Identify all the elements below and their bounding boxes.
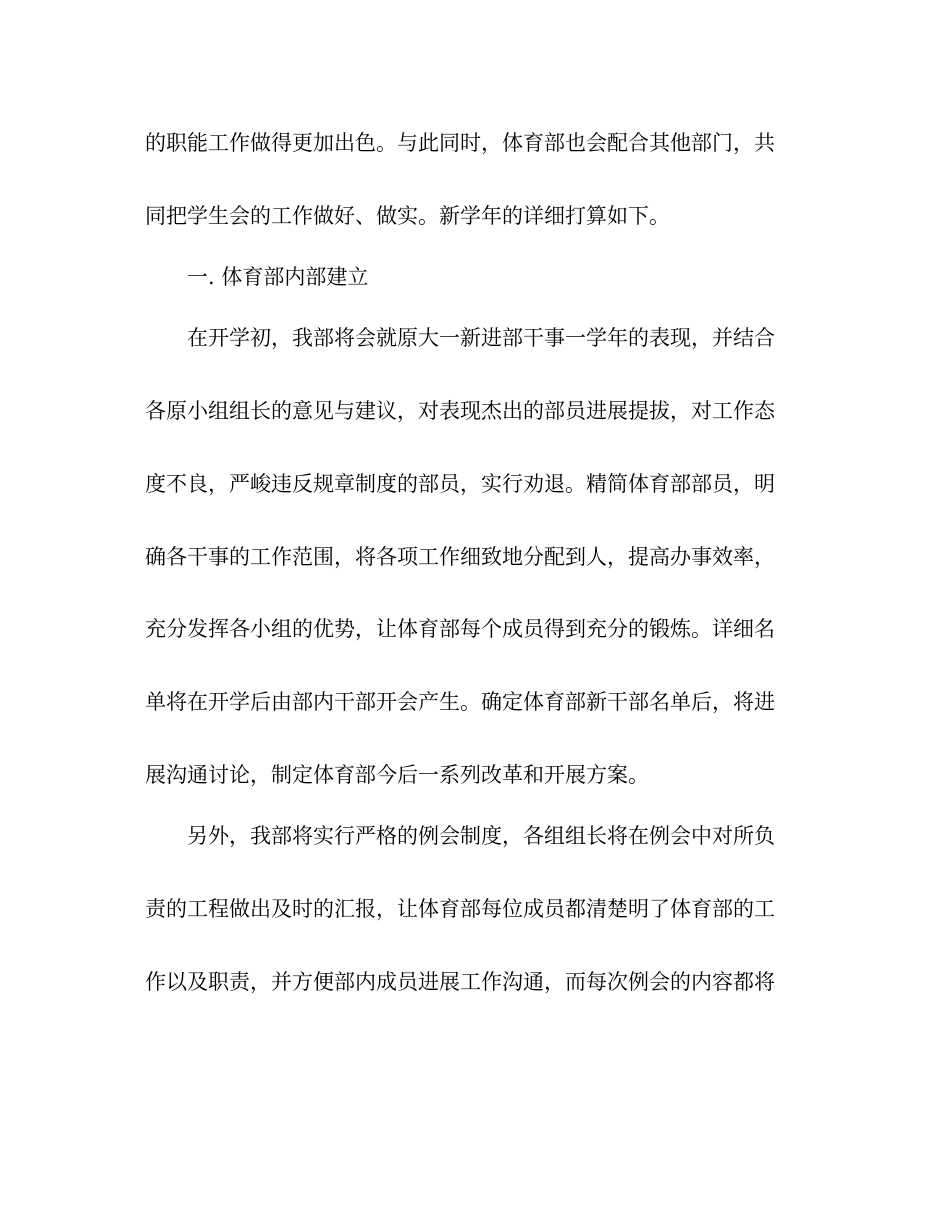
text-line: 在开学初，我部将会就原大一新进部干事一学年的表现，并结合 [187,326,775,350]
text-line: 同把学生会的工作做好、做实。新学年的详细打算如下。 [145,204,670,228]
text-line: 责的工程做出及时的汇报，让体育部每位成员都清楚明了体育部的工 [145,897,775,921]
text-line: 作以及职责，并方便部内成员进展工作沟通，而每次例会的内容都将 [145,970,775,994]
text-line: 的职能工作做得更加出色。与此同时，体育部也会配合其他部门，共 [145,131,775,155]
text-line: 展沟通讨论，制定体育部今后一系列改革和开展方案。 [145,763,649,787]
text-line: 单将在开学后由部内干部开会产生。确定体育部新干部名单后，将进 [145,690,775,714]
text-line: 确各干事的工作范围，将各项工作细致地分配到人，提高办事效率， [145,545,775,569]
text-line: 度不良，严峻违反规章制度的部员，实行劝退。精简体育部部员，明 [145,472,775,496]
text-line: 各原小组组长的意见与建议，对表现杰出的部员进展提拔，对工作态 [145,399,775,423]
section-heading: 一. 体育部内部建立 [187,265,369,289]
text-line: 另外，我部将实行严格的例会制度，各组组长将在例会中对所负 [187,824,775,848]
text-line: 充分发挥各小组的优势，让体育部每个成员得到充分的锻炼。详细名 [145,617,775,641]
